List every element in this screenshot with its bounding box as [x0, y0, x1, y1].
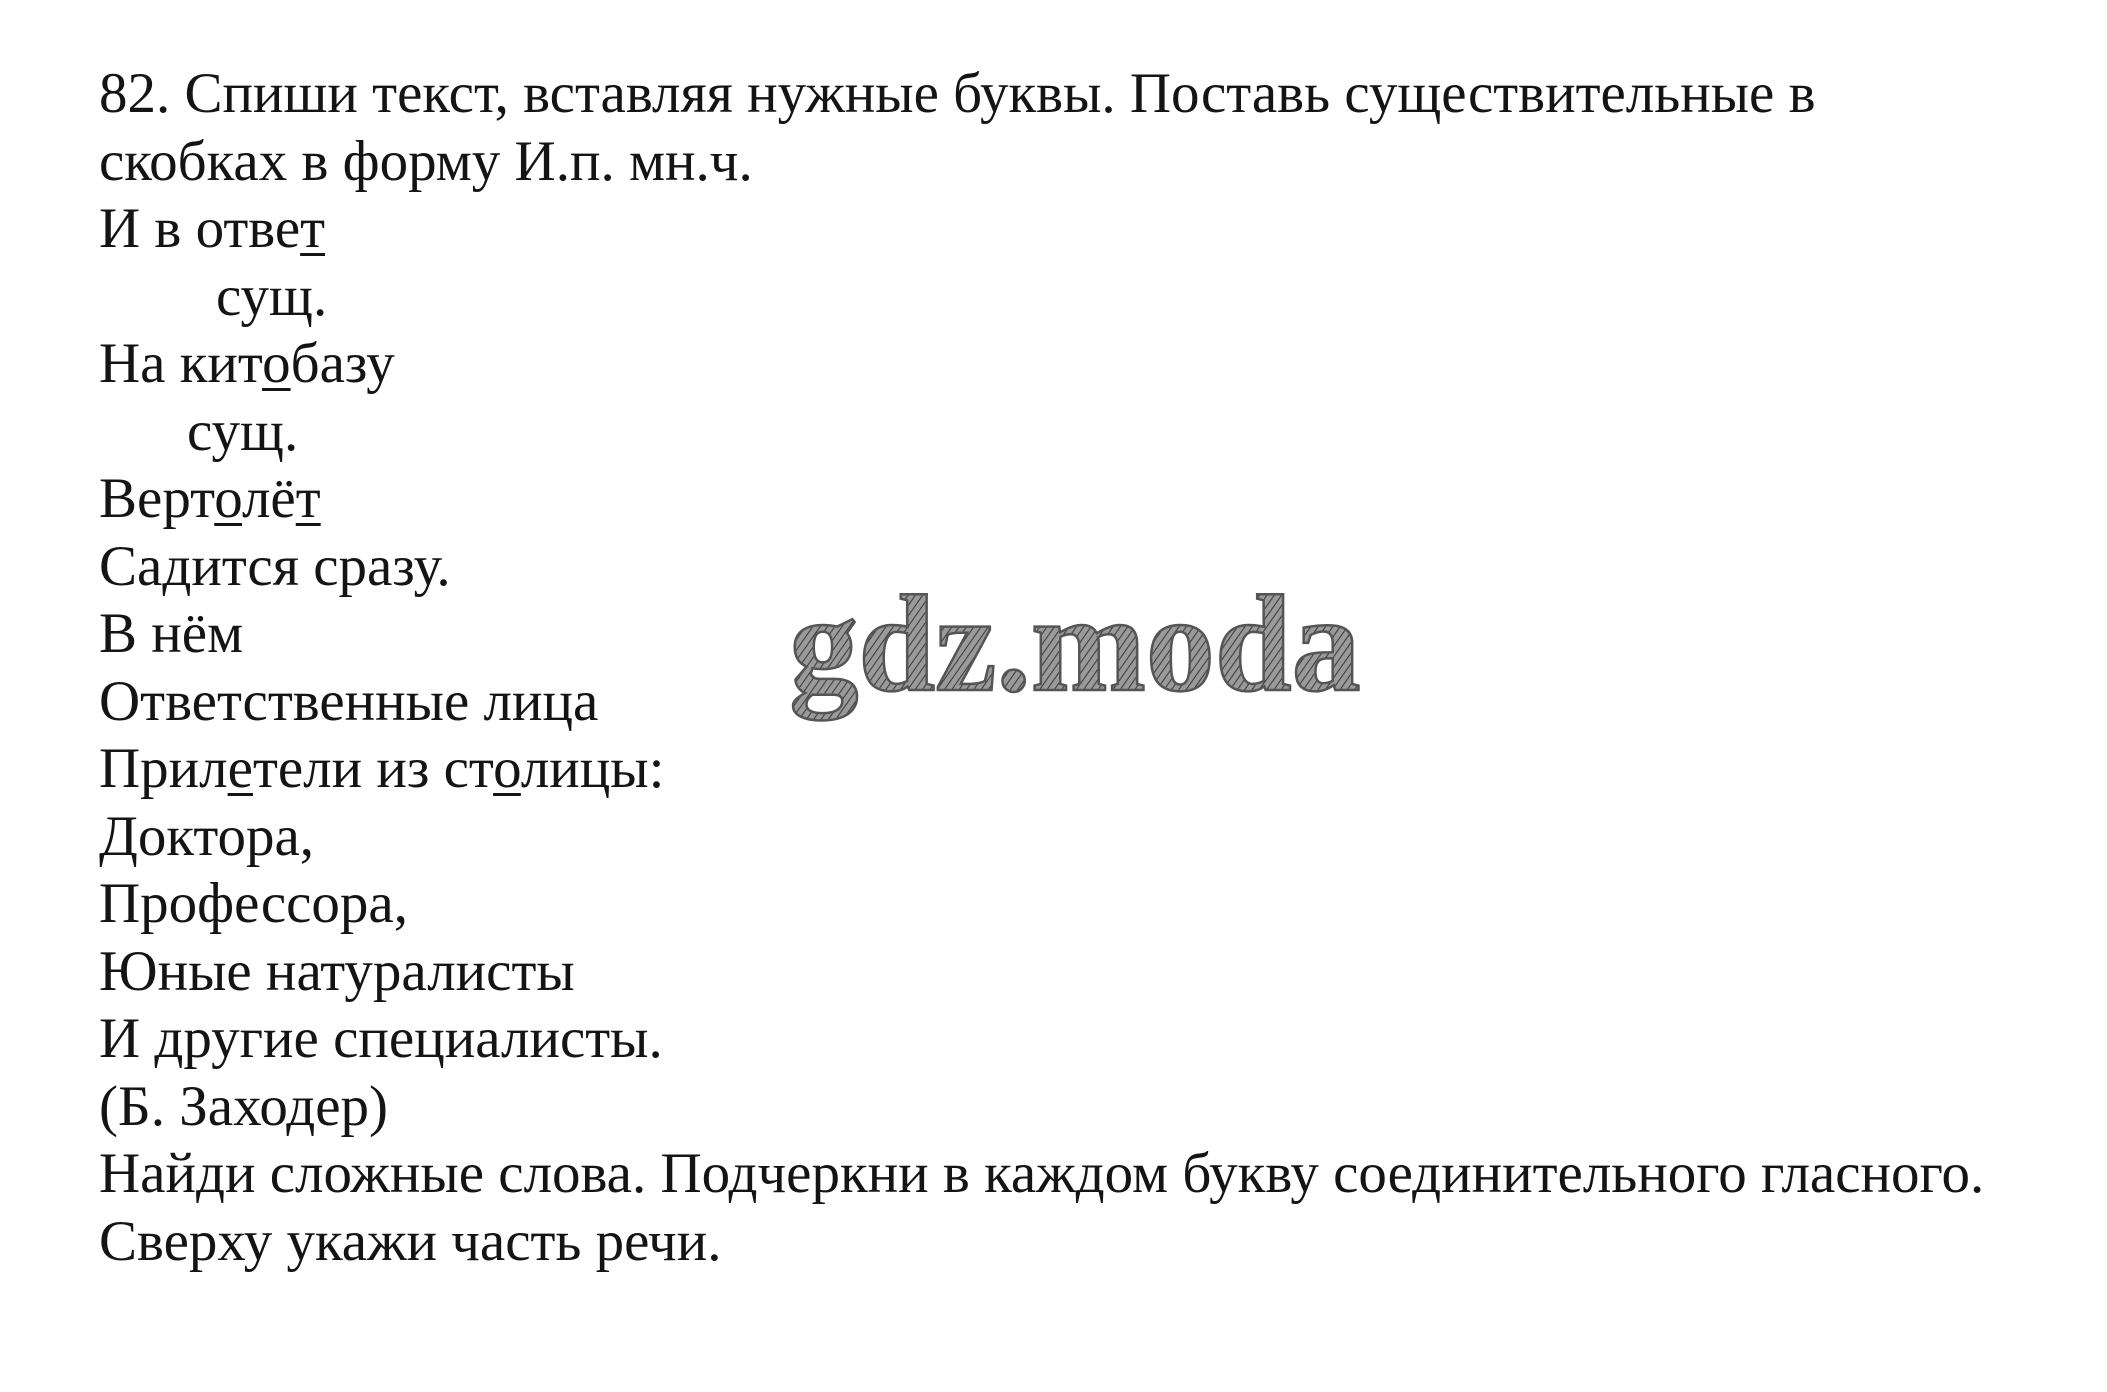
- footer-line-1: Найди сложные слова. Подчеркни в каждом букву соединительного гласного.: [99, 1142, 1985, 1205]
- poem-line-2-part: базу: [290, 332, 395, 395]
- task-line-2: скобках в форму И.п. мн.ч.: [99, 129, 753, 193]
- underlined-letter: о: [214, 467, 242, 530]
- underlined-letter: т: [300, 197, 326, 260]
- poem-line-7-part: тели из ст: [252, 737, 494, 800]
- task-line-1: 82. Спиши текст, вставляя нужные буквы. Поставь существительные в: [99, 62, 1816, 125]
- poem-line-5: В нём: [99, 602, 244, 665]
- poem-line-6: Ответственные лица: [99, 669, 599, 733]
- part-of-speech-note: сущ.: [216, 264, 328, 328]
- watermark-text: gdz.moda: [789, 575, 1361, 720]
- poem-line-7-part: лицы:: [520, 737, 665, 800]
- poem-line-11: И другие специалисты.: [99, 1007, 663, 1070]
- poem-line-3-part: Верт: [99, 467, 215, 530]
- watermark-logo-svg: [775, 575, 1375, 745]
- footer-line-2: Сверху укажи часть речи.: [99, 1209, 722, 1273]
- poem-line-4: Садится сразу.: [99, 534, 451, 598]
- underlined-letter: о: [262, 332, 291, 395]
- poem-line-10: Юные натуралисты: [99, 939, 575, 1003]
- poem-line-7-part: Прил: [99, 737, 228, 800]
- poem-line-3-part: лё: [241, 467, 296, 530]
- poem-line-1: [99, 195, 2089, 263]
- poem-line-2: [99, 330, 2089, 398]
- underlined-letter: т: [295, 467, 321, 530]
- poem-line-3: [99, 465, 2089, 533]
- part-of-speech-note: сущ.: [187, 399, 299, 463]
- poem-line-1-part: И в отве: [99, 197, 301, 260]
- poem-line-9: Профессора,: [99, 872, 408, 935]
- poem-line-8: Доктора,: [99, 804, 315, 868]
- poem-author: (Б. Заходер): [99, 1074, 389, 1138]
- poem-line-7: [99, 735, 2089, 803]
- poem-line-2-part: На кит: [99, 332, 263, 395]
- underlined-letter: о: [493, 737, 521, 800]
- underlined-letter: е: [227, 737, 253, 800]
- watermark-logo: [775, 575, 1375, 745]
